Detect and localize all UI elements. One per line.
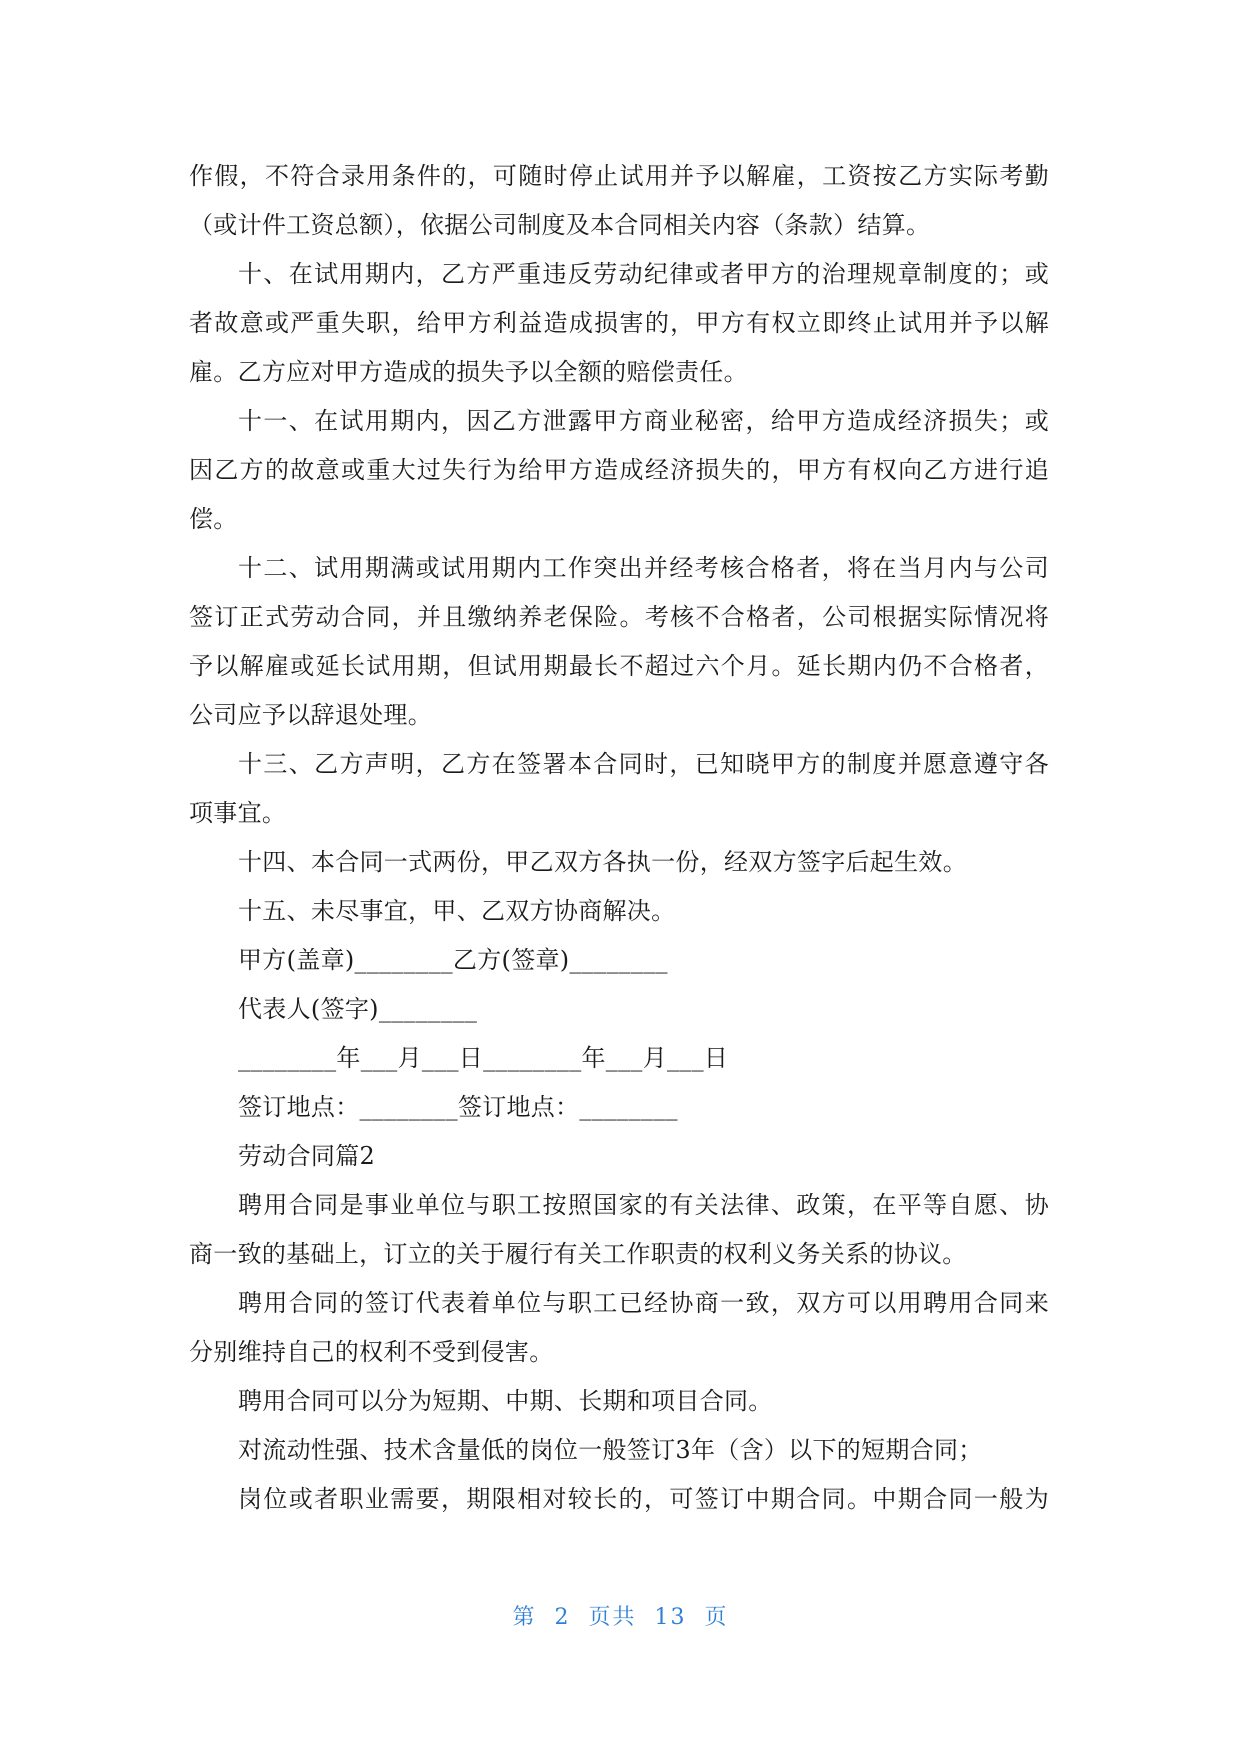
text-line: 代表人(签字)________ (238, 995, 478, 1023)
text-line: 聘用合同是事业单位与职工按照国家的有关法律、政策，在平等自愿、协 (238, 1191, 1049, 1219)
text-line: 十五、未尽事宜，甲、乙双方协商解决。 (238, 897, 676, 925)
text-line: 十、在试用期内，乙方严重违反劳动纪律或者甲方的治理规章制度的；或 (238, 260, 1049, 288)
text-line: 雇。乙方应对甲方造成的损失予以全额的赔偿责任。 (189, 358, 748, 386)
page-footer (0, 1600, 1241, 1631)
text-line: 者故意或严重失职，给甲方利益造成损害的，甲方有权立即终止试用并予以解 (189, 309, 1049, 337)
text-line: 作假，不符合录用条件的，可随时停止试用并予以解雇，工资按乙方实际考勤 (189, 162, 1049, 190)
document-body (189, 152, 1049, 1524)
text-line: 岗位或者职业需要，期限相对较长的，可签订中期合同。中期合同一般为 (238, 1485, 1049, 1513)
text-line: 因乙方的故意或重大过失行为给甲方造成经济损失的，甲方有权向乙方进行追 (189, 456, 1049, 484)
text-line: 签订地点：________签订地点：________ (238, 1093, 678, 1121)
text-line: 偿。 (189, 505, 238, 533)
footer-suffix: 页 (704, 1605, 729, 1630)
text-line: 对流动性强、技术含量低的岗位一般签订3年（含）以下的短期合同； (238, 1436, 983, 1464)
footer-total-pages: 13 (654, 1605, 687, 1630)
text-line: （或计件工资总额），依据公司制度及本合同相关内容（条款）结算。 (189, 211, 931, 239)
text-line: 十一、在试用期内，因乙方泄露甲方商业秘密，给甲方造成经济损失；或 (238, 407, 1049, 435)
text-line: 甲方(盖章)________乙方(签章)________ (238, 946, 668, 974)
text-line: 劳动合同篇2 (238, 1142, 376, 1170)
text-line: ________年___月___日________年___月___日 (238, 1044, 729, 1072)
text-line: 公司应予以辞退处理。 (189, 701, 432, 729)
text-line: 十二、试用期满或试用期内工作突出并经考核合格者，将在当月内与公司 (238, 554, 1049, 582)
text-line: 十三、乙方声明，乙方在签署本合同时，已知晓甲方的制度并愿意遵守各 (238, 750, 1049, 778)
footer-page-number: 2 (554, 1605, 571, 1630)
text-line: 聘用合同可以分为短期、中期、长期和项目合同。 (238, 1387, 773, 1415)
text-line: 聘用合同的签订代表着单位与职工已经协商一致，双方可以用聘用合同来 (238, 1289, 1049, 1317)
text-line: 商一致的基础上，订立的关于履行有关工作职责的权利义务关系的协议。 (189, 1240, 967, 1268)
footer-middle: 页共 (588, 1605, 637, 1630)
text-line: 分别维持自己的权利不受到侵害。 (189, 1338, 554, 1366)
text-line: 十四、本合同一式两份，甲乙双方各执一份，经双方签字后起生效。 (238, 848, 967, 876)
text-line: 项事宜。 (189, 799, 287, 827)
text-line: 签订正式劳动合同，并且缴纳养老保险。考核不合格者，公司根据实际情况将 (189, 603, 1049, 631)
text-line: 予以解雇或延长试用期，但试用期最长不超过六个月。延长期内仍不合格者， (189, 652, 1049, 680)
footer-prefix: 第 (512, 1605, 537, 1630)
